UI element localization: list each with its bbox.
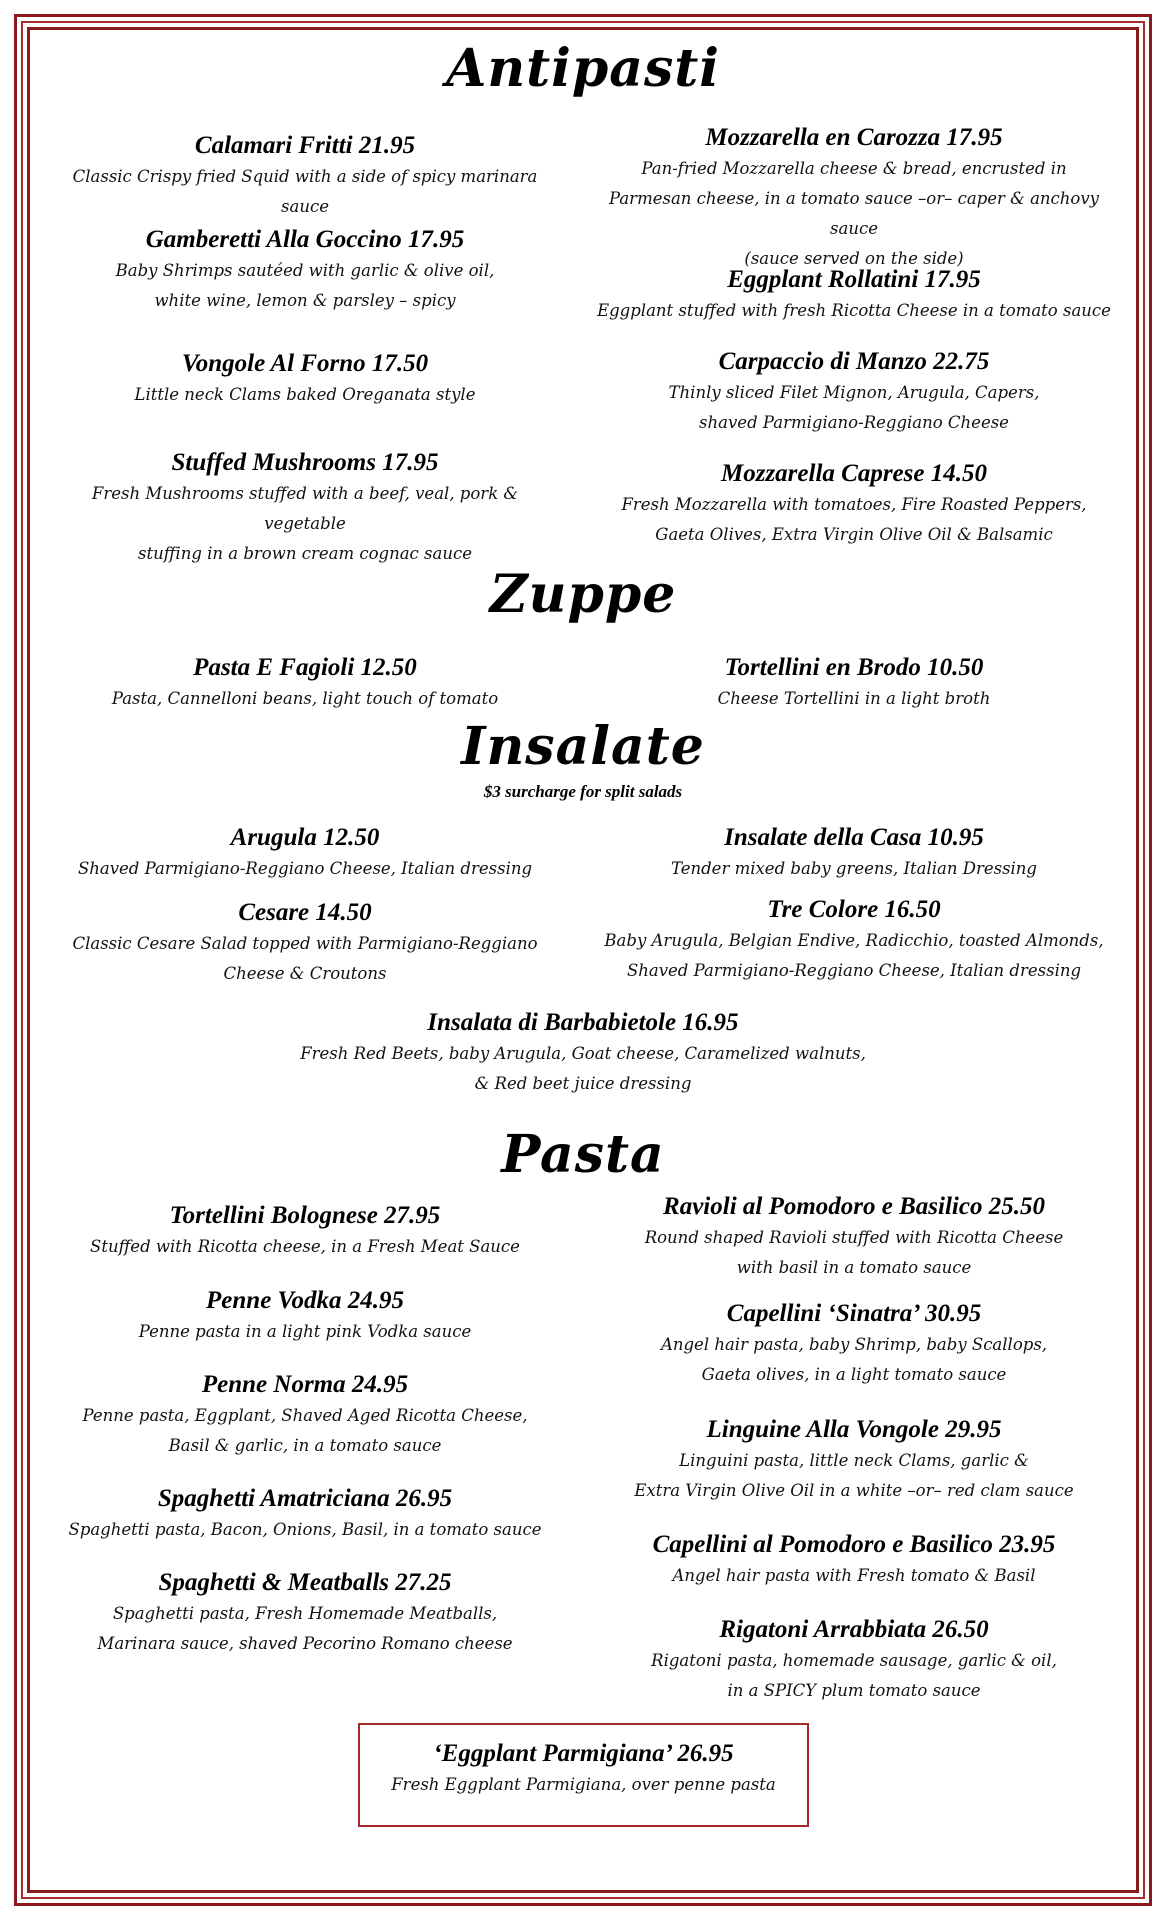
menu-item-capellini-pomodoro [590, 1529, 1118, 1591]
menu-item-insalate-casa [590, 822, 1118, 884]
section-title-zuppe: Zuppe [489, 564, 677, 625]
menu-item-vongole [55, 348, 555, 410]
item-description: Little neck Clams baked Oreganata style [134, 385, 476, 404]
menu-item-gamberetti [55, 224, 555, 316]
item-name: Vongole Al Forno 17.50 [181, 350, 429, 377]
menu-item-penne-vodka [55, 1285, 555, 1347]
item-description: Fresh Red Beets, baby Arugula, Goat cheese, Caramelized walnuts, & Red beet juice dressing [300, 1044, 866, 1093]
menu-item-tortellini-bolognese [55, 1200, 555, 1262]
item-name: Stuffed Mushrooms 17.95 [171, 449, 439, 476]
item-description: Pasta, Cannelloni beans, light touch of tomato [111, 689, 499, 708]
item-name: Pasta E Fagioli 12.50 [193, 654, 417, 681]
item-description: Classic Crispy fried Squid with a side of spicy marinara sauce [72, 167, 538, 216]
item-name: Spaghetti & Meatballs 27.25 [158, 1569, 452, 1596]
item-name: Arugula 12.50 [230, 824, 380, 851]
item-description: Baby Arugula, Belgian Endive, Radicchio, toasted Almonds, Shaved Parmigiano-Reggiano Cheese, Italian dressing [604, 931, 1104, 980]
item-name: Gamberetti Alla Goccino 17.95 [145, 226, 465, 253]
item-name: ‘Eggplant Parmigiana’ 26.95 [433, 1740, 734, 1767]
item-name: Tortellini en Brodo 10.50 [724, 654, 984, 681]
item-name: Penne Vodka 24.95 [206, 1287, 404, 1314]
menu-item-capellini-sinatra [590, 1298, 1118, 1390]
item-description: Rigatoni pasta, homemade sausage, garlic & oil, in a SPICY plum tomato sauce [651, 1651, 1057, 1700]
item-name: Insalata di Barbabietole 16.95 [427, 1009, 739, 1036]
menu-item-penne-norma [55, 1369, 555, 1461]
menu-item-tortellini-brodo [590, 652, 1118, 714]
item-name: Penne Norma 24.95 [201, 1371, 409, 1398]
item-description: Fresh Mushrooms stuffed with a beef, veal, pork & vegetable stuffing in a brown cream cognac sauce [91, 484, 519, 563]
item-name: Linguine Alla Vongole 29.95 [706, 1416, 1002, 1443]
menu-item-eggplant-parmigiana [358, 1738, 809, 1800]
menu-item-barbabietole [183, 1007, 983, 1099]
item-description: Pan-fried Mozzarella cheese & bread, encrusted in Parmesan cheese, in a tomato sauce –or– caper & anchovy sauce (sauce served on the side) [608, 159, 1099, 268]
item-description: Stuffed with Ricotta cheese, in a Fresh Meat Sauce [90, 1237, 520, 1256]
menu-item-stuffed-mushrooms [55, 447, 555, 569]
item-name: Cesare 14.50 [238, 899, 372, 926]
item-description: Tender mixed baby greens, Italian Dressing [671, 859, 1037, 878]
item-name: Tortellini Bolognese 27.95 [169, 1202, 441, 1229]
menu-item-mozzarella-carozza [590, 122, 1118, 274]
item-description: Spaghetti pasta, Bacon, Onions, Basil, in a tomato sauce [68, 1520, 542, 1539]
item-description: Round shaped Ravioli stuffed with Ricotta Cheese with basil in a tomato sauce [644, 1228, 1064, 1277]
menu-item-spaghetti-meatballs [55, 1567, 555, 1659]
item-description: Baby Shrimps sautéed with garlic & olive oil, white wine, lemon & parsley – spicy [115, 261, 495, 310]
item-description: Fresh Mozzarella with tomatoes, Fire Roasted Peppers, Gaeta Olives, Extra Virgin Olive Oil & Balsamic [621, 495, 1087, 544]
item-description: Angel hair pasta, baby Shrimp, baby Scallops, Gaeta olives, in a light tomato sauce [660, 1335, 1048, 1384]
item-name: Carpaccio di Manzo 22.75 [718, 348, 990, 375]
item-name: Tre Colore 16.50 [767, 896, 941, 923]
menu-item-caprese [590, 458, 1118, 550]
item-description: Angel hair pasta with Fresh tomato & Basil [672, 1566, 1036, 1585]
item-name: Ravioli al Pomodoro e Basilico 25.50 [663, 1193, 1045, 1220]
menu-item-eggplant-rollatini [590, 264, 1118, 326]
item-name: Mozzarella Caprese 14.50 [721, 460, 987, 487]
menu-item-arugula [55, 822, 555, 884]
item-description: Linguini pasta, little neck Clams, garlic & Extra Virgin Olive Oil in a white –or– red clam sauce [634, 1451, 1074, 1500]
item-description: Shaved Parmigiano-Reggiano Cheese, Italian dressing [77, 859, 533, 878]
insalate-surcharge-note: $3 surcharge for split salads [483, 782, 683, 801]
item-description: Fresh Eggplant Parmigiana, over penne pasta [391, 1775, 776, 1794]
item-description: Spaghetti pasta, Fresh Homemade Meatballs, Marinara sauce, shaved Pecorino Romano cheese [97, 1604, 513, 1653]
item-description: Cheese Tortellini in a light broth [717, 689, 991, 708]
item-description: Thinly sliced Filet Mignon, Arugula, Capers, shaved Parmigiano-Reggiano Cheese [668, 383, 1040, 432]
section-title-insalate: Insalate [461, 716, 705, 777]
item-name: Capellini ‘Sinatra’ 30.95 [726, 1300, 982, 1327]
item-description: Eggplant stuffed with fresh Ricotta Cheese in a tomato sauce [597, 301, 1111, 320]
item-name: Calamari Fritti 21.95 [194, 132, 416, 159]
menu-item-carpaccio [590, 346, 1118, 438]
menu-item-rigatoni-arrabbiata [590, 1614, 1118, 1706]
section-title-pasta: Pasta [501, 1124, 665, 1185]
item-name: Insalate della Casa 10.95 [724, 824, 984, 851]
item-name: Capellini al Pomodoro e Basilico 23.95 [652, 1531, 1056, 1558]
item-description: Classic Cesare Salad topped with Parmigiano-Reggiano Cheese & Croutons [72, 934, 538, 983]
menu-item-tre-colore [590, 894, 1118, 986]
item-name: Spaghetti Amatriciana 26.95 [157, 1485, 453, 1512]
item-description: Penne pasta, Eggplant, Shaved Aged Ricotta Cheese, Basil & garlic, in a tomato sauce [82, 1406, 528, 1455]
item-name: Mozzarella en Carozza 17.95 [705, 124, 1003, 151]
menu-item-ravioli [590, 1191, 1118, 1283]
item-name: Eggplant Rollatini 17.95 [727, 266, 981, 293]
item-description: Penne pasta in a light pink Vodka sauce [138, 1322, 472, 1341]
menu-item-cesare [55, 897, 555, 989]
section-title-antipasti: Antipasti [445, 38, 721, 99]
menu-item-linguine-vongole [590, 1414, 1118, 1506]
menu-item-pasta-fagioli [55, 652, 555, 714]
menu-item-calamari [55, 130, 555, 222]
item-name: Rigatoni Arrabbiata 26.50 [719, 1616, 989, 1643]
menu-item-spaghetti-amatriciana [55, 1483, 555, 1545]
